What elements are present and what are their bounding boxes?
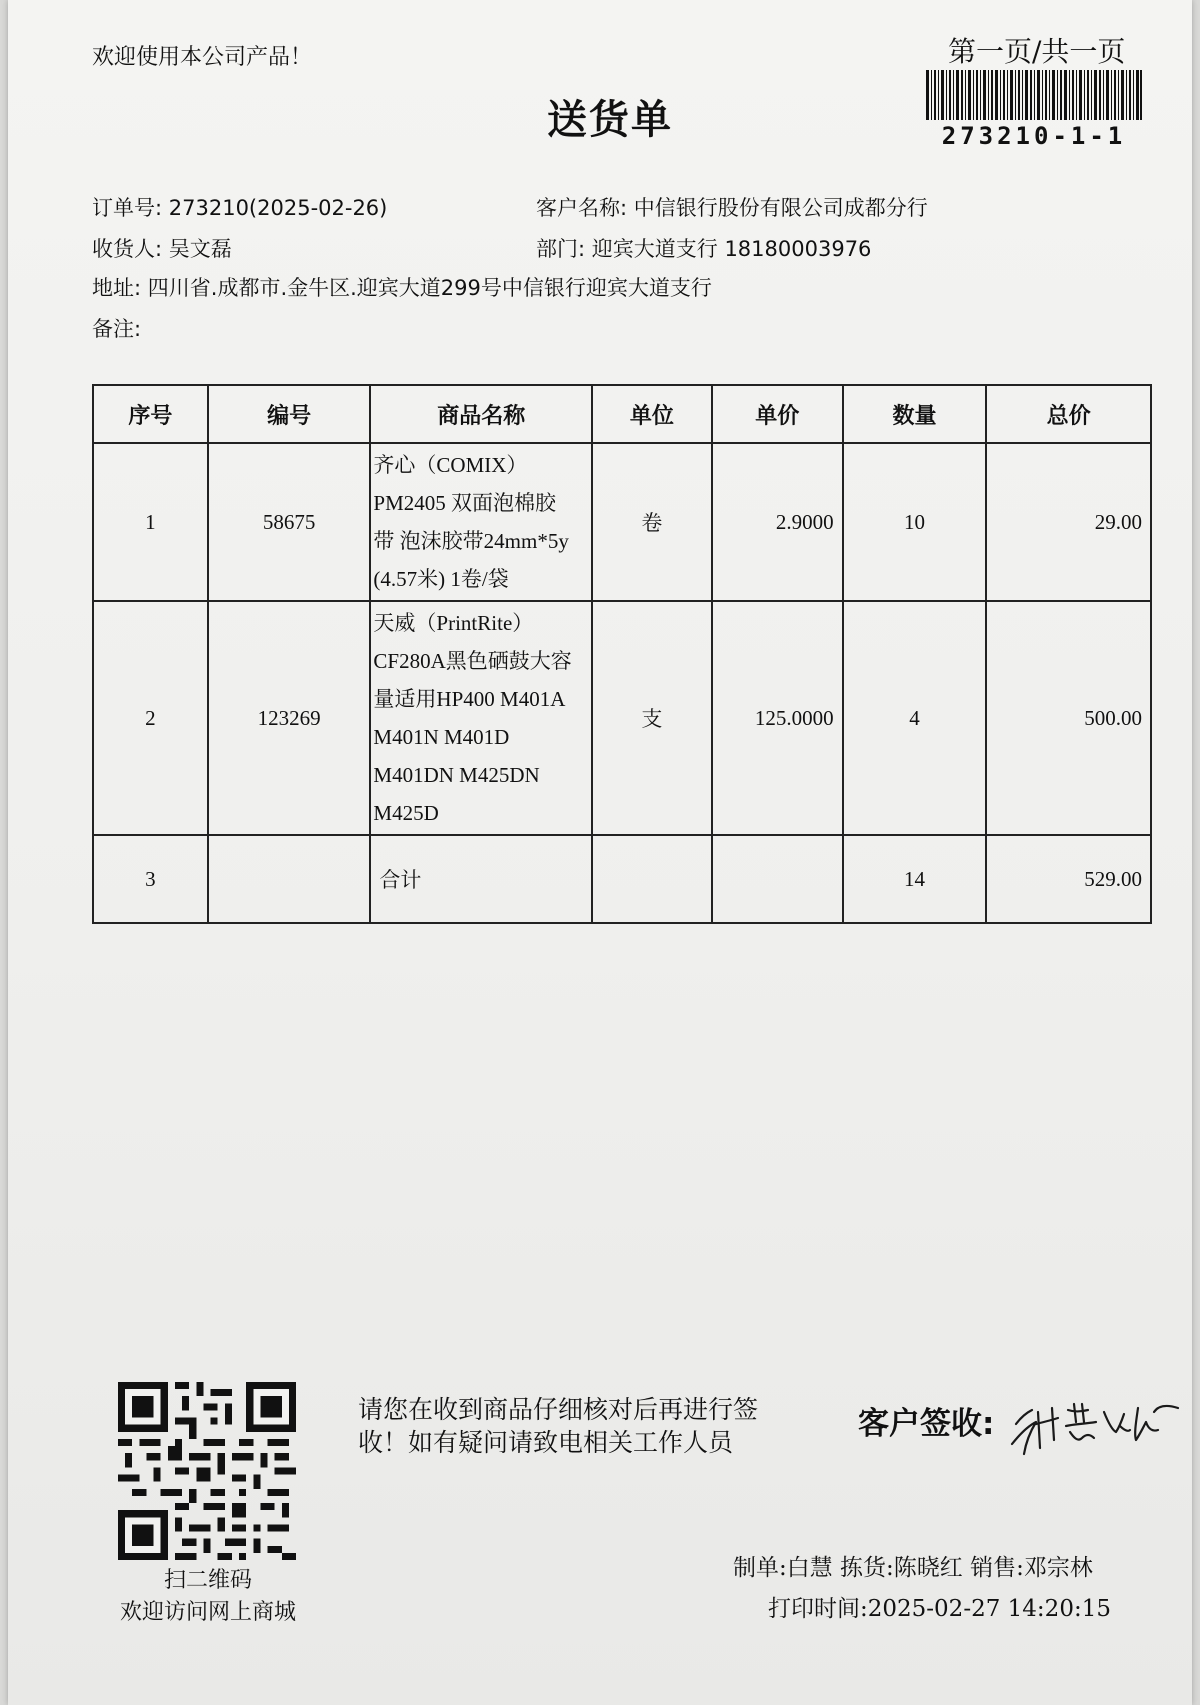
customer-row [536, 192, 928, 222]
summary-seq: 3 [93, 835, 208, 923]
cell-seq: 2 [93, 601, 208, 835]
name-line: (4.57米) 1卷/袋 [373, 567, 509, 591]
receiver-label: 收货人: [92, 237, 163, 261]
remark-row [92, 313, 141, 343]
name-line: CF280A黑色硒鼓大容 [373, 649, 572, 673]
order-no-label: 订单号: [92, 196, 163, 220]
order-no-row [92, 192, 387, 222]
address-label: 地址: [92, 276, 142, 300]
qr-caption-line-2: 欢迎访问网上商城 [119, 1600, 296, 1625]
name-line: M401DN M425DN [373, 763, 540, 787]
order-no-value: 273210(2025-02-26) [168, 196, 388, 220]
cell-unit: 支 [592, 601, 712, 835]
receiver-value: 吴文磊 [168, 237, 232, 261]
customer-sign-label: 客户签收: [858, 1406, 995, 1442]
cell-product-name [370, 601, 592, 835]
qr-code-icon [118, 1382, 296, 1560]
summary-code-empty [208, 835, 371, 923]
summary-qty: 14 [843, 835, 987, 923]
header-total: 总价 [986, 385, 1151, 443]
header-seq: 序号 [93, 385, 208, 443]
header-qty: 数量 [843, 385, 987, 443]
summary-label: 合计 [370, 835, 592, 923]
qr-caption [88, 1565, 328, 1629]
name-line: 齐心（COMIX） [373, 453, 528, 477]
address-row [92, 272, 712, 302]
qr-caption-line-1: 扫二维码 [163, 1568, 252, 1593]
table-header-row [93, 385, 1151, 443]
page-info: 第一页/共一页 [948, 35, 1126, 68]
barcode-icon [926, 70, 1142, 120]
header-price: 单价 [712, 385, 843, 443]
dept-label: 部门: [536, 237, 586, 261]
welcome-text: 欢迎使用本公司产品！ [92, 45, 313, 70]
handwritten-signature [1008, 1382, 1183, 1462]
items-table [92, 384, 1152, 924]
cell-qty: 4 [843, 601, 987, 835]
cell-price: 125.0000 [712, 601, 843, 835]
delivery-note-paper [8, 0, 1192, 1705]
cell-seq: 1 [93, 443, 208, 601]
header-unit: 单位 [592, 385, 712, 443]
cell-product-name [370, 443, 592, 601]
customer-label: 客户名称: [536, 196, 628, 220]
header-name: 商品名称 [370, 385, 592, 443]
barcode-number: 273210-1-1 [941, 122, 1127, 150]
dept-row [536, 233, 871, 263]
staff-info: 制单:白慧 拣货:陈晓红 销售:邓宗林 [733, 1555, 1093, 1581]
document-title: 送货单 [547, 97, 673, 143]
receiver-row [92, 233, 232, 263]
print-time: 打印时间:2025-02-27 14:20:15 [768, 1596, 1111, 1622]
cell-price: 2.9000 [712, 443, 843, 601]
summary-price-empty [712, 835, 843, 923]
summary-row [93, 835, 1151, 923]
cell-qty: 10 [843, 443, 987, 601]
name-line: 天威（PrintRite） [373, 611, 534, 635]
cell-total: 500.00 [986, 601, 1151, 835]
dept-value: 迎宾大道支行 18180003976 [591, 237, 872, 261]
table-row [93, 601, 1151, 835]
cell-total: 29.00 [986, 443, 1151, 601]
name-line: PM2405 双面泡棉胶 [373, 491, 557, 515]
summary-unit-empty [592, 835, 712, 923]
notice-text: 请您在收到商品仔细核对后再进行签收！如有疑问请致电相关工作人员 [358, 1395, 759, 1457]
table-row [93, 443, 1151, 601]
remark-label: 备注: [92, 317, 142, 341]
name-line: 带 泡沫胶带24mm*5y [373, 529, 569, 553]
name-line: M425D [373, 801, 439, 825]
name-line: M401N M401D [373, 725, 510, 749]
header-code: 编号 [208, 385, 371, 443]
name-line: 量适用HP400 M401A [373, 687, 566, 711]
cell-code: 123269 [208, 601, 371, 835]
cell-code: 58675 [208, 443, 371, 601]
summary-total: 529.00 [986, 835, 1151, 923]
address-value: 四川省.成都市.金牛区.迎宾大道299号中信银行迎宾大道支行 [147, 276, 712, 300]
customer-value: 中信银行股份有限公司成都分行 [633, 196, 928, 220]
cell-unit: 卷 [592, 443, 712, 601]
